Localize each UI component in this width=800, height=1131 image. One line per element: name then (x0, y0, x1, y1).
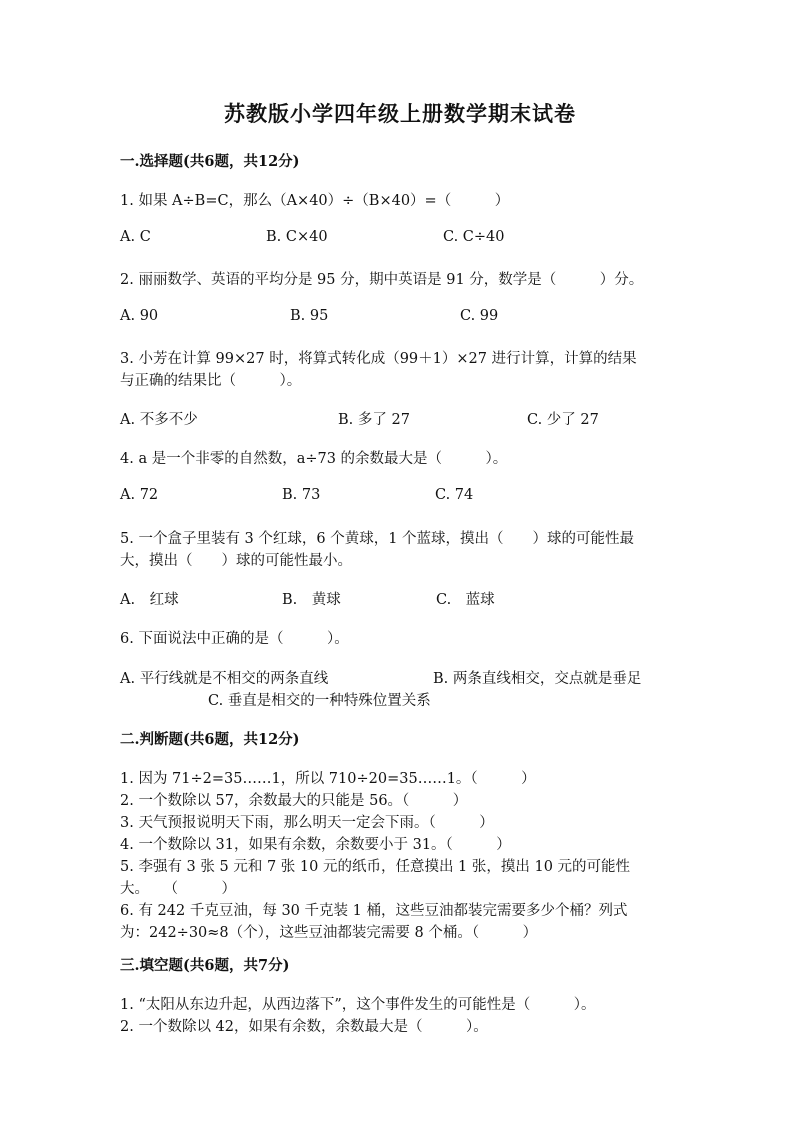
question-1-6: 6. 下面说法中正确的是（ ）。 (120, 631, 349, 647)
judgment-line-4: 4. 一个数除以 31，如果有余数，余数要小于 31。（ ） (120, 837, 511, 853)
judgment-line-7: 6. 有 242 千克豆油，每 30 千克装 1 桶，这些豆油都装完需要多少个桶？列式 (120, 903, 628, 919)
fill-line-2: 2. 一个数除以 42，如果有余数，余数最大是（ ）。 (120, 1019, 488, 1035)
option-1-3-b: B. 多了 27 (338, 412, 410, 428)
judgment-line-2: 2. 一个数除以 57，余数最大的只能是 56。（ ） (120, 793, 468, 809)
question-1-5-line-1: 5. 一个盒子里装有 3 个红球，6 个黄球，1 个蓝球，摸出（ ）球的可能性最 (120, 531, 635, 547)
question-1-1: 1. 如果 A÷B=C，那么（A×40）÷（B×40）=（ ） (120, 193, 510, 209)
option-1-6-b: B. 两条直线相交，交点就是垂足 (433, 671, 642, 687)
question-1-3-line-1: 3. 小芳在计算 99×27 时，将算式转化成（99＋1）×27 进行计算，计算的结果 (120, 351, 637, 367)
option-1-1-a: A. C (120, 229, 151, 245)
option-1-4-a: A. 72 (120, 487, 159, 503)
fill-line-1: 1. “太阳从东边升起，从西边落下”，这个事件发生的可能性是（ ）。 (120, 997, 596, 1013)
option-1-5-c: C. 蓝球 (436, 592, 495, 608)
option-1-3-a: A. 不多不少 (120, 412, 198, 428)
option-1-2-b: B. 95 (290, 308, 329, 324)
option-1-1-b: B. C×40 (266, 229, 328, 245)
option-1-5-a: A. 红球 (120, 592, 179, 608)
option-1-4-b: B. 73 (282, 487, 321, 503)
question-1-2: 2. 丽丽数学、英语的平均分是 95 分，期中英语是 91 分，数学是（ ）分。 (120, 272, 644, 288)
section-heading-fill: 三.填空题(共6题，共7分) (120, 957, 290, 974)
judgment-line-1: 1. 因为 71÷2=35……1，所以 710÷20=35……1。（ ） (120, 771, 536, 787)
option-1-2-c: C. 99 (460, 308, 499, 324)
judgment-line-5: 5. 李强有 3 张 5 元和 7 张 10 元的纸币，任意摸出 1 张，摸出 10 元的可能性 (120, 859, 631, 875)
judgment-line-8: 为：242÷30≈8（个），这些豆油都装完需要 8 个桶。（ ） (120, 925, 538, 941)
section-heading-choice: 一.选择题(共6题，共12分) (120, 153, 300, 170)
judgment-line-6: 大。 （ ） (120, 881, 236, 897)
judgment-line-3: 3. 天气预报说明天下雨，那么明天一定会下雨。（ ） (120, 815, 494, 831)
option-1-6-a: A. 平行线就是不相交的两条直线 (120, 671, 329, 687)
question-1-5-line-2: 大，摸出（ ）球的可能性最小。 (120, 553, 352, 569)
option-1-2-a: A. 90 (120, 308, 159, 324)
option-1-5-b: B. 黄球 (282, 592, 341, 608)
page-title: 苏教版小学四年级上册数学期末试卷 (224, 101, 576, 126)
option-1-6-c: C. 垂直是相交的一种特殊位置关系 (208, 693, 431, 709)
question-1-3-line-2: 与正确的结果比（ ）。 (120, 373, 302, 389)
section-heading-judgment: 二.判断题(共6题，共12分) (120, 731, 300, 748)
question-1-4: 4. a 是一个非零的自然数，a÷73 的余数最大是（ ）。 (120, 451, 508, 467)
option-1-4-c: C. 74 (435, 487, 474, 503)
option-1-3-c: C. 少了 27 (527, 412, 599, 428)
option-1-1-c: C. C÷40 (443, 229, 505, 245)
